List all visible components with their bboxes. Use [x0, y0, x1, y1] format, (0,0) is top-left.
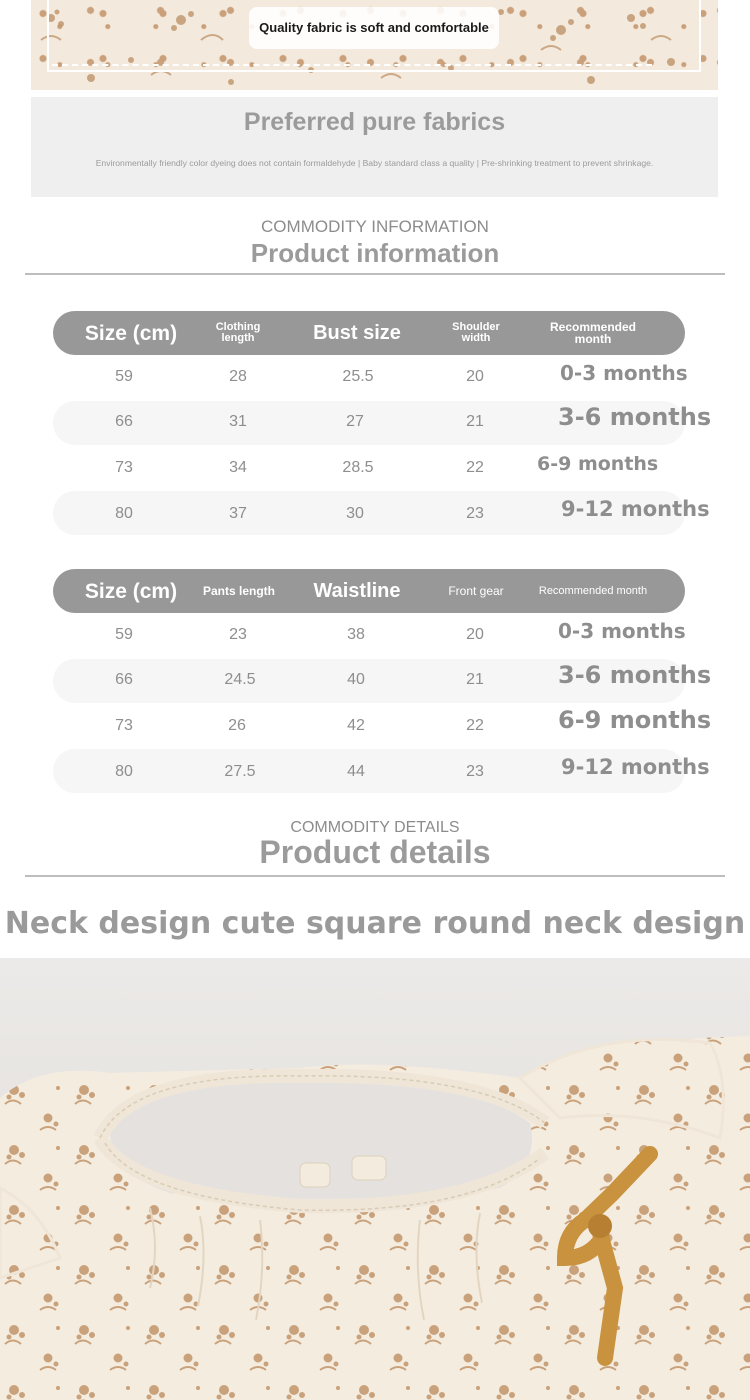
commodity-info-title: Product information	[250, 238, 500, 268]
commodity-details-small: COMMODITY DETAILS	[290, 819, 460, 836]
top-r1-shoulder: 20	[466, 368, 484, 385]
top-r2-length: 31	[229, 413, 247, 430]
commodity-details-title: Product details	[259, 834, 491, 870]
fabrics-title: Preferred pure fabrics	[243, 108, 506, 136]
bottom-r2-pants: 24.5	[224, 671, 256, 688]
top-r3-length: 34	[229, 459, 247, 476]
bottom-header-waist: Waistline	[313, 580, 401, 602]
bottom-r4-pants: 27.5	[224, 763, 256, 780]
section-divider-details	[25, 875, 725, 877]
bottom-header-month: Recommended month	[538, 584, 648, 597]
fabric-caption: Quality fabric is soft and comfortable	[249, 7, 499, 49]
top-r4-size: 80	[115, 505, 133, 522]
top-header-length: Clothing length	[215, 321, 261, 344]
bottom-r3-waist: 42	[347, 717, 365, 734]
bottom-r4-month: 9-12 months	[561, 755, 710, 779]
section-divider-info	[25, 273, 725, 275]
bottom-r1-size: 59	[115, 626, 133, 643]
bottom-table-header	[53, 569, 685, 613]
top-header-shoulder: Shoulder width	[452, 321, 500, 344]
fabric-stitch-line	[52, 64, 652, 66]
bottom-header-pants: Pants length	[202, 584, 275, 598]
top-r4-bust: 30	[346, 505, 364, 522]
top-r3-shoulder: 22	[466, 459, 484, 476]
top-table-header	[53, 311, 685, 355]
bottom-r3-month: 6-9 months	[558, 706, 712, 734]
commodity-info-small: COMMODITY INFORMATION	[261, 217, 489, 236]
top-r2-size: 66	[115, 413, 133, 430]
bottom-r4-waist: 44	[347, 763, 365, 780]
top-r3-bust: 28.5	[342, 459, 374, 476]
top-header-size: Size (cm)	[84, 321, 178, 345]
top-r4-month: 9-12 months	[561, 497, 710, 521]
top-r4-shoulder: 23	[466, 505, 484, 522]
bottom-header-size: Size (cm)	[84, 579, 178, 603]
bottom-r1-waist: 38	[347, 626, 365, 643]
top-r2-month: 3-6 months	[558, 403, 712, 431]
bottom-r1-pants: 23	[229, 626, 247, 643]
top-r1-bust: 25.5	[342, 368, 374, 385]
neck-design-title: Neck design cute square round neck design	[4, 906, 746, 941]
top-r2-shoulder: 21	[466, 413, 484, 430]
top-r2-bust: 27	[346, 413, 364, 430]
top-r1-length: 28	[229, 368, 247, 385]
bottom-r4-size: 80	[115, 763, 133, 780]
bottom-r3-front: 22	[466, 717, 484, 734]
bottom-r3-size: 73	[115, 717, 133, 734]
bottom-r3-pants: 26	[228, 717, 246, 734]
top-header-bust: Bust size	[313, 322, 401, 344]
top-r4-length: 37	[229, 505, 247, 522]
top-r3-month: 6-9 months	[537, 453, 659, 475]
top-r1-month: 0-3 months	[560, 361, 688, 385]
bottom-r2-month: 3-6 months	[558, 661, 712, 689]
bottom-r4-front: 23	[466, 763, 484, 780]
top-r1-size: 59	[115, 368, 133, 385]
top-header-month: Recommended month	[549, 320, 637, 346]
bottom-r2-size: 66	[115, 671, 133, 688]
bottom-r1-month: 0-3 months	[558, 619, 686, 643]
bottom-r2-front: 21	[466, 671, 484, 688]
neck-photo	[0, 958, 750, 1400]
bottom-r2-waist: 40	[347, 671, 365, 688]
bottom-r1-front: 20	[466, 626, 484, 643]
fabrics-subtitle: Environmentally friendly color dyeing does not contain formaldehyde | Baby standard class a quality | Pre-shrinking treatment to prevent shrinkage.	[95, 158, 654, 168]
top-r3-size: 73	[115, 459, 133, 476]
garment-illustration-icon	[0, 958, 750, 1400]
bottom-header-front: Front gear	[448, 584, 504, 598]
